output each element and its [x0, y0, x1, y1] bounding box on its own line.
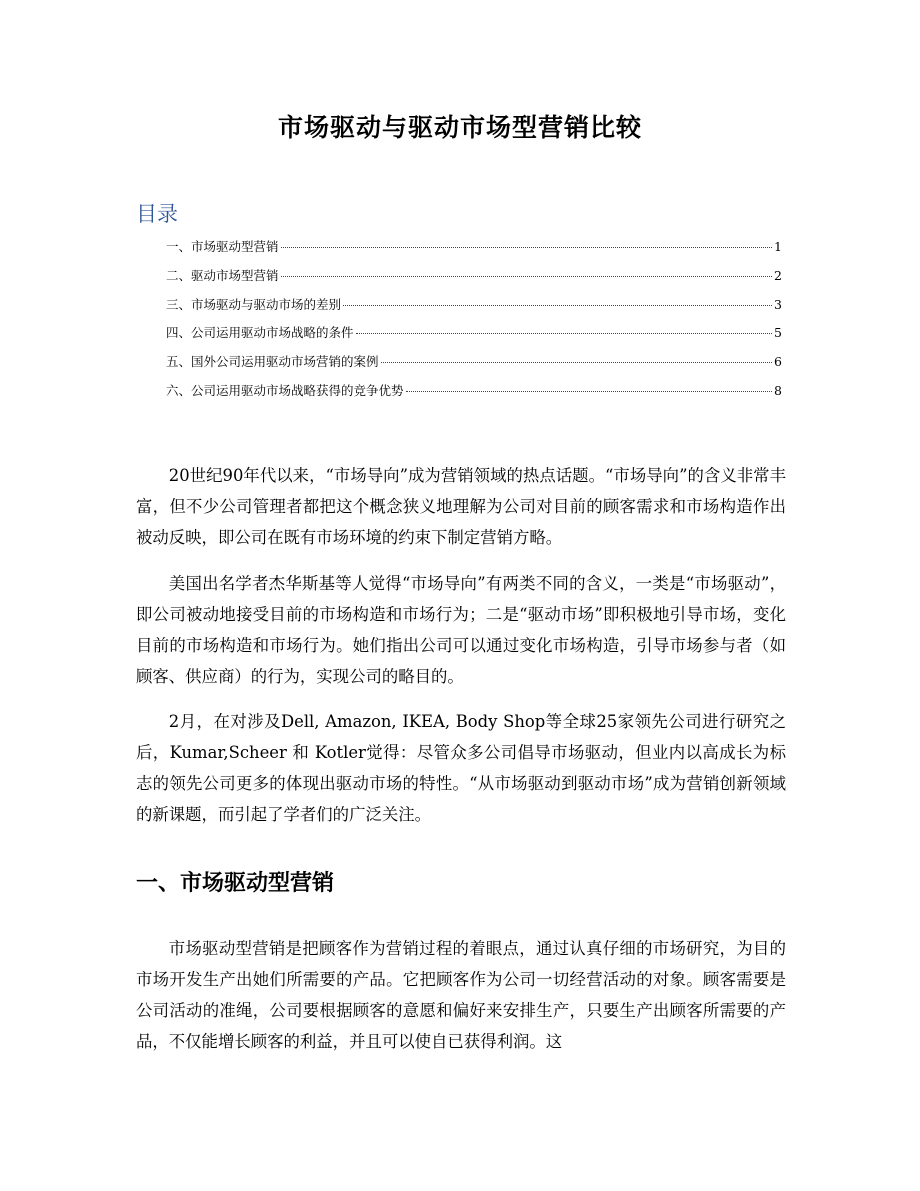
toc-item[interactable]: [166, 237, 782, 266]
toc-leader-dots: [281, 247, 773, 248]
toc-item-page: 8: [774, 382, 782, 398]
section-paragraph-1: 市场驱动型营销是把顾客作为营销过程的着眼点，通过认真仔细的市场研究，为目的市场开发生产出她们所需要的产品。它把顾客作为公司一切经营活动的对象。顾客需要是公司活动的准绳，公司要根据顾客的意愿和偏好来安排生产，只要生产出顾客所需要的产品，不仅能增长顾客的利益，并且可以使自已获得利润。这: [136, 939, 786, 1051]
toc-leader-dots: [381, 362, 773, 363]
toc-heading: 目录: [136, 202, 178, 226]
toc-leader-dots: [281, 276, 773, 277]
table-of-contents: [166, 237, 782, 410]
toc-item-label: 二、驱动市场型营销: [166, 267, 279, 283]
toc-item-page: 3: [774, 296, 782, 312]
toc-item-label: 四、公司运用驱动市场战略的条件: [166, 325, 354, 341]
toc-item-page: 5: [774, 325, 782, 341]
toc-item[interactable]: [166, 266, 782, 295]
toc-item[interactable]: [166, 352, 782, 381]
intro-paragraph-1: 20世纪90年代以来，“市场导向”成为营销领域的热点话题。“市场导向”的含义非常丰富，但不少公司管理者都把这个概念狭义地理解为公司对目前的顾客需求和市场构造作出被动反映，即公司在既有市场环境的约束下制定营销方略。: [136, 466, 786, 547]
toc-item-label: 五、国外公司运用驱动市场营销的案例: [166, 354, 379, 370]
intro-paragraph-3: 2月，在对涉及Dell, Amazon, IKEA, Body Shop等全球25家领先公司进行研究之后，Kumar,Scheer 和 Kotler觉得：尽管众多公司倡导市场驱动，但业内以高成长为标志的领先公司更多的体现出驱动市场的特性。“从市场驱动到驱动市场”成为营销创新领域的新课题，而引起了学者们的广泛关注。: [136, 712, 786, 824]
toc-item-page: 6: [774, 354, 782, 370]
document-title: 市场驱动与驱动市场型营销比较: [277, 113, 642, 142]
toc-item-label: 六、公司运用驱动市场战略获得的竞争优势: [166, 382, 404, 398]
toc-item-label: 一、市场驱动型营销: [166, 239, 279, 254]
toc-item-page: 2: [774, 267, 782, 283]
toc-item-label: 三、市场驱动与驱动市场的差别: [166, 296, 342, 312]
toc-item[interactable]: [166, 381, 782, 410]
toc-leader-dots: [356, 333, 773, 334]
section-heading: 一、市场驱动型营销: [136, 871, 335, 896]
toc-item-page: 1: [774, 239, 782, 254]
toc-item[interactable]: [166, 323, 782, 352]
toc-item[interactable]: [166, 295, 782, 324]
intro-paragraph-2: 美国出名学者杰华斯基等人觉得“市场导向”有两类不同的含义，一类是“市场驱动”，即公司被动地接受目前的市场构造和市场行为；二是“驱动市场”即积极地引导市场，变化目前的市场构造和市场行为。她们指出公司可以通过变化市场构造，引导市场参与者（如顾客、供应商）的行为，实现公司的略目的。: [136, 574, 786, 686]
toc-leader-dots: [406, 391, 773, 392]
toc-leader-dots: [343, 305, 772, 306]
